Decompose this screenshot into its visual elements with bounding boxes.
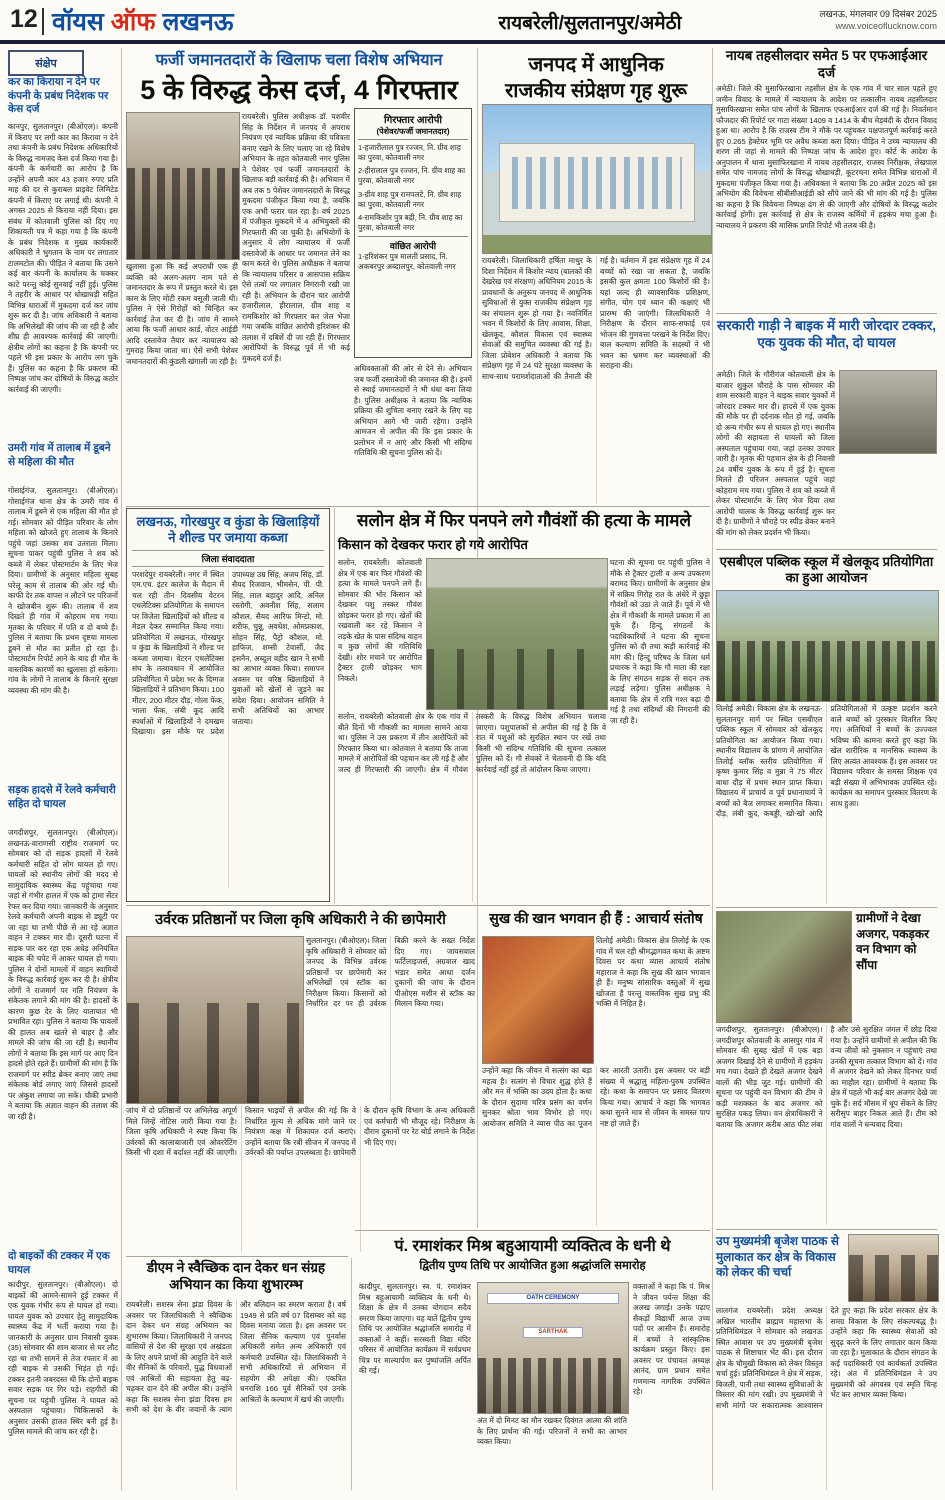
shield-byline: जिला संवाददाता xyxy=(132,550,324,567)
fertilizer-body-2: जांच में दो प्रतिष्ठानों पर अभिलेख अपूर्ण मिले जिन्हें नोटिस जारी किया गया है। जिला कृषि अधिकारी ने स्पष्ट किया कि उर्वरकों की कालाबाजारी एवं ओवररेटिंग किसी भी दशा में बर्दाश्त नहीं की जाएगी। किसान भाइयों से अपील की गई कि वे निर्धारित मूल्य से अधिक मांगे जाने पर नियंत्रण कक्ष में शिकायत दर्ज कराएं। उन्होंने बताया कि रबी सीजन में जनपद में उर्वरकों की पर्याप्त उपलब्धता है। छापेमारी के दौरान कृषि विभाग के अन्य अधिकारी एवं कर्मचारी भी मौजूद रहे। निरीक्षण के दौरान दुकानों पर रेट बोर्ड लगाने के निर्देश भी दिए गए। xyxy=(126,1106,475,1157)
cattle-body-bottom: सलोन, रायबरेली कोतवाली क्षेत्र के एक गांव में बीते दिनों भी गौकशी का मामला सामने आया था। पुलिस ने उस प्रकरण में तीन आरोपितों को गिरफ्तार किया था। कोतवाल ने बताया कि ताजा मामले में आरोपितों की पहचान कर ली गई है और जल्द ही गिरफ्तारी की जाएगी। क्षेत्र में गौवंश तस्करी के विरुद्ध विशेष अभियान चलाया जाएगा। पशुपालकों से अपील की गई है कि वे रात में पशुओं को सुरक्षित स्थान पर रखें तथा किसी भी संदिग्ध गतिविधि की सूचना तत्काल पुलिस को दें। गौ सेवकों ने चेतावनी दी कि यदि कार्रवाई नहीं हुई तो आंदोलन किया जाएगा। xyxy=(338,712,606,774)
home-headline-line2: राजकीय संप्रेक्षण गृह शुरू xyxy=(505,80,687,102)
shield-story-box xyxy=(126,508,330,902)
main-story-col-a: खुलासा हुआ कि कई अपराधी एक ही व्यक्ति को अलग-अलग नाम पते से जमानतदार के रूप में प्रस्तुत करते थे। इस काम के लिए मोटी रकम वसूली जाती थी। पुलिस ने ऐसे गिरोहों को चिन्हित कर कार्रवाई तेज कर दी है। जांच में सामने आया कि फर्जी आधार कार्ड, वोटर आईडी आदि दस्तावेज तैयार कर न्यायालय को गुमराह किया जाता था। ऐसे सभी पेशेवर जमानतदारों की कुंडली खंगाली जा रही है। xyxy=(126,262,238,366)
katha-body-2: उन्होंने कहा कि जीवन में सत्संग का बड़ा महत्व है। सत्संग से विचार शुद्ध होते हैं और मन में भक्ति का उदय होता है। कथा के दौरान सुदामा चरित्र प्रसंग का वर्णन सुनकर श्रोता भाव विभोर हो गए। आयोजन समिति ने व्यास पीठ का पूजन कर आरती उतारी। इस अवसर पर बड़ी संख्या में श्रद्धालु महिला-पुरुष उपस्थित रहे। कथा के समापन पर प्रसाद वितरण किया गया। आचार्य ने कहा कि भागवत कथा सुनने मात्र से जीवन के समस्त पाप नष्ट हो जाते हैं। xyxy=(482,1066,710,1128)
cattle-body-left: सलोन, रायबरेली। कोतवाली क्षेत्र में एक बार फिर गौवंशों की हत्या के मामले पनपने लगे हैं। सोमवार की भोर किसान को देखकर पशु तस्कर गौवंश छोड़कर फरार हो गए। खेतों की रखवाली कर रहे किसान ने तड़के खेत के पास संदिग्ध वाहन व कुछ लोगों की गतिविधि देखी। शोर मचाने पर आरोपित ट्रैक्टर ट्राली छोड़कर भाग निकले। xyxy=(338,558,422,683)
building-shape xyxy=(499,143,695,222)
briefs-header-label: संक्षेप xyxy=(35,58,57,70)
page-number: 12 xyxy=(10,5,38,33)
column-rule-3 xyxy=(712,48,713,1490)
story-rule xyxy=(716,1229,937,1230)
cattle-headline: सलोन क्षेत्र में फिर पनपने लगे गौवंशों की हत्या के मामले xyxy=(357,511,691,530)
website-url: www.voiceoflucknow.com xyxy=(835,21,937,31)
accident-body: अमेठी। जिले के गौरीगंज कोतवाली क्षेत्र के बाजार शुकुल चौराहे के पास सोमवार की शाम सरकारी वाहन ने बाइक सवार युवकों में जोरदार टक्कर मार दी। हादसे में एक युवक की मौके पर ही दर्दनाक मौत हो गई, जबकि दो अन्य गंभीर रूप से घायल हो गए। स्थानीय लोगों की सहायता से घायलों को जिला अस्पताल पहुंचाया गया, जहां उनका उपचार जारी है। मृतक की पहचान क्षेत्र के ही निवासी 24 वर्षीय युवक के रूप में हुई है। सूचना मिलते ही परिजन अस्पताल पहुंचे जहां कोहराम मच गया। पुलिस ने शव को कब्जे में लेकर पोस्टमार्टम के लिए भेज दिया तथा आरोपी चालक के विरुद्ध कार्रवाई शुरू कर दी है। ग्रामीणों ने चौराहे पर स्पीड ब्रेकर बनाने की मांग को लेकर प्रदर्शन भी किया। xyxy=(716,370,835,537)
brief-1-headline: कर का किराया न देने पर कंपनी के प्रबंध निदेशक पर केस दर्ज xyxy=(8,76,109,116)
brief-2-headline: उमरी गांव में तालाब में डूबने से महिला की मौत xyxy=(8,442,111,468)
story-rule xyxy=(716,549,937,550)
dycm-body: लालगंज रायबरेली। प्रदेश अध्यक्ष अखिल भारतीय ब्राह्मण महासभा के प्रतिनिधिमंडल ने सोमवार को लखनऊ स्थित आवास पर उप मुख्यमंत्री बृजेश पाठक से शिष्टाचार भेंट की। इस दौरान क्षेत्र के चौमुखी विकास को लेकर विस्तृत चर्चा हुई। प्रतिनिधिमंडल ने क्षेत्र में सड़क, बिजली, पानी तथा स्वास्थ्य सुविधाओं के विस्तार की मांग रखी। उप मुख्यमंत्री ने सभी मांगों पर सकारात्मक आश्वासन देते हुए कहा कि प्रदेश सरकार क्षेत्र के समग्र विकास के लिए संकल्पबद्ध है। उन्होंने कहा कि स्वास्थ्य सेवाओं को सुदृढ़ करने के लिए लगातार काम किया जा रहा है। मुलाकात के दौरान संगठन के कई पदाधिकारी एवं कार्यकर्ता उपस्थित रहे। अंत में प्रतिनिधिमंडल ने उप मुख्यमंत्री को अंगवस्त्र एवं स्मृति चिन्ह भेंट कर आभार व्यक्त किया। xyxy=(716,1306,937,1410)
photo-figures xyxy=(849,1255,938,1301)
brief-3-body: जगदीशपुर, सुलतानपुर। (बीओएल)। लखनऊ-वाराणसी राष्ट्रीय राजमार्ग पर सोमवार को दो सड़क हादसों में रेलवे कर्मचारी सहित दो लोग घायल हो गए। घायलों को स्थानीय लोगों की मदद से सामुदायिक स्वास्थ्य केंद्र पहुंचाया गया जहां से गंभीर हालत में एक को ट्रामा सेंटर रेफर कर दिया गया। जानकारी के अनुसार रेलवे कर्मचारी अपनी बाइक से ड्यूटी पर जा रहा था तभी पीछे से आ रहे अज्ञात वाहन ने टक्कर मार दी। दूसरी घटना में सड़क पार कर रहा एक अधेड़ अनियंत्रित बाइक की चपेट में आकर घायल हो गया। पुलिस ने दोनों मामलों में वाहन स्वामियों के विरुद्ध कार्रवाई शुरू कर दी है। क्षेत्रीय लोगों ने राजमार्ग पर गति नियंत्रण के संकेतक लगाने की मांग की है। हादसों के कारण कुछ देर के लिए यातायात भी प्रभावित रहा। पुलिस ने बताया कि घायलों की हालत अब खतरे से बाहर है और मामले की जांच की जा रही है। स्थानीय लोगों ने बताया कि इस मार्ग पर आए दिन हादसे होते रहते हैं। ग्रामीणों की मांग है कि राजमार्ग पर स्पीड ब्रेकर बनाए जाएं तथा संकेतक बोर्ड लगाए जाएं जिससे हादसों पर अंकुश लगाया जा सके। चौकी प्रभारी ने बताया कि अज्ञात वाहन की तलाश की जा रही है। xyxy=(8,828,118,1121)
main-story-kicker: फर्जी जमानतदारों के खिलाफ चला विशेष अभियान xyxy=(155,52,443,69)
shield-headline: लखनऊ, गोरखपुर व कुंडा के खिलाड़ियों ने शील्ड पर जमाया कब्जा xyxy=(136,514,320,546)
dycm-meeting-photo xyxy=(848,1234,939,1302)
accident-headline: सरकारी गाड़ी ने बाइक में मारी जोरदार टक्कर, एक युवक की मौत, दो घायल xyxy=(717,318,936,350)
edition-title: रायबरेली/सुलतानपुर/अमेठी xyxy=(498,13,682,34)
shraddhanjali-photo xyxy=(477,1282,629,1414)
accused-item: 4-रामकिशोर पुत्र बद्री, नि. ग्रीव शाह का पुरवा, कोतवाली नगर xyxy=(358,212,463,232)
cattle-field-photo xyxy=(426,558,608,710)
oath-ceremony-banner: OATH CEREMONY xyxy=(487,1293,619,1304)
fertilizer-headline: उर्वरक प्रतिष्ठानों पर जिला कृषि अधिकारी ने की छापेमारी xyxy=(155,912,446,928)
masthead-divider xyxy=(42,8,44,35)
date-line: लखनऊ, मंगलवार 09 दिसंबर 2025 xyxy=(819,9,937,19)
cattle-body-right: घटना की सूचना पर पहुंची पुलिस ने मौके से ट्रैक्टर ट्राली व अन्य उपकरण बरामद किए। ग्रामीणों के अनुसार क्षेत्र में सक्रिय गिरोह रात के अंधेरे में छुट्टा गौवंशों को उठा ले जाते हैं। पूर्व में भी क्षेत्र में गौकशी के मामले प्रकाश में आ चुके हैं। हिन्दू संगठनों के पदाधिकारियों ने घटना की सूचना पुलिस को दी तथा कड़ी कार्रवाई की मांग की। हिन्दू परिषद के जिला धर्म प्रचारक ने कहा कि गौ माता की रक्षा के लिए संगठन सड़क से सदन तक लड़ाई लड़ेगा। पुलिस अधीक्षक ने बताया कि क्षेत्र में रात्रि गश्त बढ़ा दी गई है तथा संदिग्धों की निगरानी की जा रही है। xyxy=(610,558,710,725)
photo-figures xyxy=(717,641,938,702)
column-rule-4 xyxy=(334,508,335,904)
accused-item: 1-हजारीलाल पुत्र रज्जन, नि. ग्रीव शाह का पुरवा, कोतवाली नगर xyxy=(358,143,461,163)
photo-ground xyxy=(483,235,711,253)
section-rule xyxy=(126,506,710,507)
photo-figures xyxy=(127,168,239,259)
dm-headline: डीएम ने स्वैच्छिक दान देकर धन संग्रह अभियान का किया शुभारम्भ xyxy=(146,1260,326,1292)
katha-headline: सुख की खान भगवान ही हैं : आचार्य संतोष xyxy=(489,910,703,926)
section-rule xyxy=(126,905,710,906)
mishra-body-1: कादीपुर, सुलतानपुर। स्व. पं. रमाशंकर मिश्र बहुआयामी व्यक्तित्व के धनी थे। शिक्षा के क्षेत्र में उनका योगदान सदैव स्मरण किया जाएगा। यह बातें द्वितीय पुण्य तिथि पर आयोजित श्रद्धांजलि समारोह में वक्ताओं ने कहीं। सरस्वती विद्या मंदिर परिसर में आयोजित कार्यक्रम में सर्वप्रथम चित्र पर माल्यार्पण कर पुष्पांजलि अर्पित की गई। xyxy=(359,1282,471,1375)
masthead-word-1: वॉयस xyxy=(52,8,104,36)
sarthak-banner: SARTHAK xyxy=(523,1327,583,1338)
photo-figures xyxy=(427,649,607,709)
python-body: जगदीशपुर, सुलतानपुर। (बीओएल)। जगदीशपुर कोतवाली के आसपुर गांव में सोमवार की सुबह खेतों में एक बड़ा अजगर दिखाई देने से ग्रामीणों में हड़कंप मच गया। देखते ही देखते अजगर देखने वालों की भीड़ जुट गई। ग्रामीणों की सूचना पर पहुंची वन विभाग की टीम ने कड़ी मशक्कत के बाद अजगर को सुरक्षित पकड़ लिया। वन क्षेत्राधिकारी ने बताया कि अजगर करीब आठ फीट लंबा है और उसे सुरक्षित जंगल में छोड़ दिया गया है। उन्होंने ग्रामीणों से अपील की कि वन्य जीवों को नुकसान न पहुंचाएं तथा उनकी सूचना तत्काल विभाग को दें। गांव में अजगर देखने को लेकर दिनभर चर्चा का माहौल रहा। ग्रामीणों ने बताया कि क्षेत्र में पहले भी कई बार अजगर देखे जा चुके हैं। सर्द मौसम में धूप सेंकने के लिए सरीसृप बाहर निकल आते हैं। टीम को गांव वालों ने धन्यवाद दिया। xyxy=(716,1025,937,1129)
story-rule xyxy=(716,313,937,314)
dycm-headline: उप मुख्यमंत्री बृजेश पाठक से मुलाकात कर क्षेत्र के विकास को लेकर की चर्चा xyxy=(716,1234,839,1280)
photo-figures xyxy=(478,1358,628,1413)
katha-body-1: तिलोई अमेठी। विकास क्षेत्र तिलोई के एक गांव में चल रही श्रीमद्भागवत कथा के अष्टम दिवस पर कथा व्यास आचार्य संतोष महाराज ने कहा कि सुख की खान भगवान ही हैं। मनुष्य सांसारिक वस्तुओं में सुख खोजता है परन्तु वास्तविक सुख प्रभु की भक्ति में निहित है। xyxy=(596,936,710,1008)
home-headline-line1: जनपद में आधुनिक xyxy=(528,54,664,76)
arrested-accused-box xyxy=(354,108,472,358)
mishra-headline: पं. रमाशंकर मिश्र बहुआयामी व्यक्तित्व के धनी थे xyxy=(394,1238,671,1255)
police-arrest-photo xyxy=(126,112,240,260)
brief-3-headline: सड़क हादसे में रेलवे कर्मचारी सहित दो घायल xyxy=(8,784,116,810)
accident-body-wrap xyxy=(716,370,937,546)
masthead-word-3: लखनऊ xyxy=(162,8,234,36)
fertilizer-body-1: सुलतानपुर। (बीओएल)। जिला कृषि अधिकारी ने सोमवार को जनपद के विभिन्न उर्वरक प्रतिष्ठानों पर छापेमारी कर अभिलेखों एवं स्टॉक का निरीक्षण किया। किसानों को निर्धारित दर पर ही उर्वरक बिक्री करने के सख्त निर्देश दिए गए। जायसवाल फर्टिलाइजर्स, अग्रवाल खाद भंडार समेत आधा दर्जन दुकानों की जांच के दौरान पीओएस मशीन से स्टॉक का मिलान किया गया। xyxy=(306,936,475,1008)
story-rule xyxy=(716,907,937,908)
header-rule xyxy=(0,40,945,44)
masthead xyxy=(52,4,233,38)
observation-home-photo xyxy=(482,104,712,254)
masthead-word-2: ऑफ xyxy=(110,8,156,36)
main-story-col-b: रायबरेली। पुलिस अधीक्षक डॉ. यशवीर सिंह के निर्देशन में जनपद में अपराध नियंत्रण एवं न्यायिक प्रक्रिया की पवित्रता बनाए रखने के लिए चलाए जा रहे विशेष अभियान के तहत कोतवाली नगर पुलिस ने पेशेवर एवं फर्जी जमानतदारों के खिलाफ बड़ी कार्रवाई की है। अभियान में अब तक 5 पेशेवर जमानतदारों के विरुद्ध मुकदमा पंजीकृत किया गया है, जबकि एक अभी फरार चल रहा है। वर्ष 2025 में पंजीकृत मुकदमे में 4 अभियुक्तों की गिरफ्तारी की जा चुकी है। अभियोगों के अनुसार ये लोग न्यायालय में फर्जी दस्तावेजों के आधार पर जमानत लेने का काम करते थे। पुलिस अधीक्षक ने बताया कि न्यायालय परिसर व आसपास सक्रिय ऐसे तत्वों पर लगातार निगरानी रखी जा रही है। अभियान के दौरान चार आरोपी हजारीलाल, हीरालाल, ग्रीव शाह व रामकिशोर को गिरफ्तार कर जेल भेजा गया जबकि वांछित आरोपी हरिशंकर की तलाश में दबिशें दी जा रही हैं। गिरफ्तार आरोपियों के विरुद्ध पूर्व में भी कई मुकदमे दर्ज हैं। xyxy=(242,112,350,363)
main-story-headline: 5 के विरुद्ध केस दर्ज, 4 गिरफ्तार xyxy=(140,75,458,105)
brief-2-body: गोसाईगंज, सुलतानपुर। (बीओएल)। गोसाईगंज थाना क्षेत्र के उमरी गांव में तालाब में डूबने से एक महिला की मौत हो गई। सोमवार को पीड़ित परिवार के लोग महिला को खोजते हुए तालाब के किनारे पहुंचे जहां उसका शव उतराता मिला। सूचना पाकर पहुंची पुलिस ने शव को कब्जे में लेकर पोस्टमार्टम के लिए भेज दिया। ग्रामीणों के अनुसार महिला सुबह घरेलू काम से तालाब की ओर गई थी। काफी देर तक वापस न लौटने पर परिजनों ने खोजबीन शुरू की। तालाब में शव दिखते ही गांव में कोहराम मच गया। मृतका के परिवार में पति व दो बच्चे हैं। पुलिस ने बताया कि प्रथम दृष्टया मामला डूबने से मौत का प्रतीत हो रहा है। पोस्टमार्टम रिपोर्ट आने के बाद ही मौत के वास्तविक कारणों का खुलासा हो सकेगा। गांव के लोगों ने तालाब के किनारे सुरक्षा व्यवस्था की मांग की है। xyxy=(8,486,118,695)
school-body: तिलोई अमेठी। विकास क्षेत्र के लखनऊ- सुलतानपुर मार्ग पर स्थित एसबीएल पब्लिक स्कूल में सोमवार को खेलकूद प्रतियोगिता का आयोजन किया गया। स्थानीय विद्यालय के प्रांगण में आयोजित तिलोई ब्लॉक स्तरीय प्रतियोगिता में कृष्ण कुमार सिंह व मुन्ना ने 75 मीटर बाधा दौड़ में प्रथम स्थान प्राप्त किया। विद्यालय में प्राचार्य व पूर्व प्रधानाचार्य ने बच्चों को बैज लगाकर सम्मानित किया। दौड़, लंबी कूद, कबड्डी, खो-खो आदि प्रतियोगिताओं में उत्कृष्ट प्रदर्शन करने वाले बच्चों को पुरस्कार वितरित किए गए। अतिथियों ने बच्चों के उज्ज्वल भविष्य की कामना करते हुए कहा कि खेल शारीरिक व मानसिक स्वास्थ्य के लिए अत्यंत आवश्यक हैं। इस अवसर पर विद्यालय परिवार के समस्त शिक्षक एवं बड़ी संख्या में अभिभावक उपस्थित रहे। कार्यक्रम का समापन पुरस्कार वितरण के साथ हुआ। xyxy=(716,704,937,818)
cattle-subhead: किसान को देखकर फरार हो गये आरोपित xyxy=(338,537,528,552)
column-rule-1 xyxy=(121,48,122,1490)
story-rule xyxy=(126,1256,348,1257)
accused-box-subtitle: (पेशेवर/फर्जी जमानतदार) xyxy=(358,126,468,140)
main-story-col-c: अधिवक्ताओं की ओर से देने से। अभियान जब फर्जी दस्तावेजों की जमानत की है। इनमें से स्थाई जमानतदारों ने भी धंधा बना लिया है। पुलिस अधीक्षक ने बताया कि न्यायिक प्रक्रिया की शुचिता बनाए रखने के लिए यह अभियान आगे भी जारी रहेगा। उन्होंने आमजन से अपील की कि इस प्रकार के प्रलोभन में न आएं और किसी भी संदिग्ध गतिविधि की सूचना पुलिस को दें। xyxy=(354,364,472,457)
photo-figures xyxy=(127,1003,303,1103)
python-headline: ग्रामीणों ने देखा अजगर, पकड़कर वन विभाग को सौंपा xyxy=(856,911,929,972)
bhagwat-katha-photo xyxy=(482,936,594,1064)
home-body: रायबरेली। जिलाधिकारी हर्षिता माथुर के दिशा निर्देशन में किशोर न्याय (बालकों की देखरेख एवं संरक्षण) अधिनियम 2015 के प्रावधानों के अनुरूप जनपद में आधुनिक सुविधाओं से युक्त राजकीय संप्रेक्षण गृह का संचालन शुरू हो गया है। नवनिर्मित भवन में किशोरों के लिए आवास, शिक्षा, खेलकूद, कौशल विकास एवं स्वास्थ्य सेवाओं की समुचित व्यवस्था की गई है। जिला प्रोबेशन अधिकारी ने बताया कि संप्रेक्षण गृह में 24 घंटे सुरक्षा व्यवस्था के साथ-साथ परामर्शदाताओं की तैनाती की गई है। वर्तमान में इस संप्रेक्षण गृह में 24 बच्चों को रखा जा सकता है, जबकि इसकी कुल क्षमता 100 किशोरों की है। यहां जल्द ही व्यावसायिक प्रशिक्षण, संगीत, योग एवं ध्यान की कक्षाएं भी प्रारम्भ की जाएंगी। जिलाधिकारी ने निरीक्षण के दौरान साफ-सफाई एवं भोजन की गुणवत्ता परखने के निर्देश दिए। बाल कल्याण समिति के सदस्यों ने भी भवन का भ्रमण कर व्यवस्थाओं की सराहना की। xyxy=(482,256,710,381)
brief-4-body: कादीपुर, सुलतानपुर। (बीओएल)। दो बाइकों की आमने-सामने हुई टक्कर में एक युवक गंभीर रूप से घायल हो गया। घायल युवक को उपचार हेतु सामुदायिक स्वास्थ्य केंद्र में भर्ती कराया गया है। जानकारी के अनुसार ग्राम निवासी युवक (35) सोमवार की शाम बाजार से घर लौट रहा था तभी सामने से तेज रफ्तार में आ रही बाइक से उसकी भिड़ंत हो गई। टक्कर इतनी जबरदस्त थी कि दोनों बाइक सवार सड़क पर गिर पड़े। राहगीरों की सूचना पर पहुंची पुलिस ने घायल को अस्पताल पहुंचाया। चिकित्सकों के अनुसार उसकी हालत स्थिर बनी हुई है। पुलिस मामले की जांच कर रही है। xyxy=(8,1280,118,1436)
fir-headline: नायब तहसीलदार समेत 5 पर एफआईआर दर्ज xyxy=(725,48,928,80)
accident-scene-photo xyxy=(839,370,937,454)
wanted-title: वांछित आरोपी xyxy=(358,236,468,252)
shield-body: परशदेपुर रायबरेली। नगर में स्थित एम.एच. इंटर कालेज के मैदान में चल रही तीन दिवसीय वेटरन एथलेटिक्स प्रतियोगिता के समापन पर विजेता खिलाड़ियों को शील्ड व मेडल देकर सम्मानित किया गया। प्रतियोगिता में लखनऊ, गोरखपुर व कुंडा के खिलाड़ियों ने शील्ड पर कब्जा जमाया। वेटरन एथलेटिक्स संघ के तत्वावधान में आयोजित प्रतियोगिता में प्रदेश भर के दिग्गज खिलाड़ियों ने प्रतिभाग किया। 100 मीटर, 200 मीटर दौड़, गोला फेंक, भाला फेंक, लंबी कूद आदि स्पर्धाओं में खिलाड़ियों ने दमखम दिखाया। इस मौके पर प्रदेश उपाध्यक्ष उम्र सिंह, अजय सिंह, डॉ. सैयद रिजवान, भीमसेन, पी. पी. सिंह, लाल बहादुर आदि, अनिल रस्तोगी, अवनीश सिंह, सलाम कौशल, सैयद आरिफ मिन्टो, मो. शरीफ, चुन्नू, अवधेश, ओमप्रकाश, सोहन सिंह, पैट्रो कौशल, मो. हाफिज, शम्सी टेवार्सी, जैद हसनैन, अब्दुल वहीद खान ने सभी का आभार व्यक्त किया। समापन अवसर पर वरिष्ठ खिलाड़ियों ने युवाओं को खेलों से जुड़ने का संदेश दिया। आयोजन समिति ने सभी अतिथियों का आभार जताया। xyxy=(132,569,324,736)
python-photo xyxy=(716,911,852,1023)
story-rule xyxy=(355,1230,710,1231)
building-windows xyxy=(512,157,683,209)
accused-item: 3-ग्रीव शाह पुत्र रामपलटे, नि. ग्रीव शाह का पुरवा, कोतवाली नगर xyxy=(358,189,462,209)
mishra-body-3: अंत में दो मिनट का मौन रखकर दिवंगत आत्मा की शांति के लिए प्रार्थना की गई। परिजनों ने सभी का आभार व्यक्त किया। xyxy=(477,1416,627,1446)
fir-body: अमेठी। जिले की मुसाफिरखाना तहसील क्षेत्र के एक गांव में चार साल पहले हुए जमीन विवाद के मामले में न्यायालय के आदेश पर तत्कालीन नायब तहसीलदार मुसाफिरखाना समेत पांच लोगों के खिलाफ एफआईआर दर्ज की गई है। निवर्तमान फौजदार की रिपोर्ट पर गाटा संख्या 1409 व 1414 के बीच मेड़बंदी के दौरान विवाद हुआ था। आरोप है कि राजस्व टीम ने मौके पर पहुंचकर पक्षपातपूर्ण कार्रवाई करते हुए 0.265 हेक्टेयर भूमि पर अवैध कब्जा करा दिया। पीड़ित ने उच्च न्यायालय की शरण ली जहां से मामले की निष्पक्ष जांच के आदेश हुए। कोर्ट के आदेश के अनुपालन में थाना मुसाफिरखाना में नायब तहसीलदार, राजस्व निरीक्षक, लेखपाल समेत पांच नामजद लोगों के विरुद्ध धोखाधड़ी, कूटरचना समेत विभिन्न धाराओं में मुकदमा पंजीकृत किया गया है। अधिवक्ता ने बताया कि 20 अप्रैल 2025 को इस अभियोग की विवेचना सीबीसीआईडी को सौंपे जाने की भी मांग की गई है। पुलिस का कहना है कि विवेचना निष्पक्ष ढंग से की जाएगी और दोषियों के विरुद्ध कठोर कार्रवाई होगी। इस कार्रवाई से क्षेत्र के राजस्व कर्मियों में हड़कंप मचा हुआ है। न्यायालय ने प्रकरण की मासिक प्रगति रिपोर्ट भी तलब की है। xyxy=(716,84,937,230)
fertilizer-inspection-photo xyxy=(126,936,304,1104)
accused-item: 2-हीरालाल पुत्र रज्जन, नि. ग्रीव शाह का पुरवा, कोतवाली नगर xyxy=(358,166,466,186)
mishra-subhead: द्वितीय पुण्य तिथि पर आयोजित हुआ श्रद्धांजलि समारोह xyxy=(419,1260,646,1272)
accused-box-title: गिरफ्तार आरोपी xyxy=(383,115,443,126)
dm-body: रायबरेली। सशस्त्र सेना झंडा दिवस के अवसर पर जिलाधिकारी ने स्वैच्छिक दान देकर धन संग्रह अभियान का शुभारम्भ किया। जिलाधिकारी ने जनपद वासियों से देश की सुरक्षा एवं अखंडता के लिए अपने प्राणों की आहुति देने वाले वीर सैनिकों के परिवारों, युद्ध विधवाओं एवं आश्रितों की सहायता हेतु बढ़-चढ़कर दान देने की अपील की। उन्होंने कहा कि सशस्त्र सेना झंडा दिवस हम सभी को देश के वीर जवानों के त्याग और बलिदान का स्मरण कराता है। वर्ष 1949 से प्रति वर्ष 07 दिसम्बर को यह दिवस मनाया जाता है। इस अवसर पर जिला सैनिक कल्याण एवं पुनर्वास अधिकारी समेत अन्य अधिकारी एवं कर्मचारी उपस्थित रहे। जिलाधिकारी ने सभी अधिकारियों से अभियान में सहयोग की अपेक्षा की। एकत्रित धनराशि 166 पूर्व सैनिकों एवं उनके आश्रितों के कल्याण में खर्च की जाएगी। xyxy=(126,1300,346,1414)
wanted-item: 1-हरिशंकर पुत्र मालती प्रसाद, नि. अकबरपुर अब्दालपुर, कोतवाली नगर xyxy=(358,252,456,272)
school-event-photo xyxy=(716,590,939,702)
brief-1-body: कानपुर, सुलतानपुर। (बीओएल)। कंपनी में किराए पर लगी कार का किराया न देने तथा कंपनी के प्रबंध निदेशक अधिकारियों के विरुद्ध नामजद केस दर्ज किया गया है। कंपनी के कर्मचारी का आरोप है कि उन्होंने अपनी कार 43 हजार रुपए प्रति माह की दर से कुराबल प्राइवेट लिमिटेड कंपनी में किराए पर लगाई थी। कंपनी ने अगस्त 2025 से किराया नहीं दिया। इस संबंध में कोतवाली पुलिस को दिए गए शिकायती पत्र में कहा गया है कि कंपनी के प्रबंध निदेशक व मुख्य कार्यकारी अधिकारी ने भुगतान के नाम पर लगातार टालमटोल की। पीड़ित ने बताया कि उसने कई बार कंपनी के कार्यालय के चक्कर काटे परन्तु कोई सुनवाई नहीं हुई। पुलिस ने तहरीर के आधार पर धोखाधड़ी सहित विभिन्न धाराओं में मुकदमा दर्ज कर जांच शुरू कर दी है। जांच अधिकारी ने बताया कि अभिलेखों की जांच की जा रही है और शीघ्र ही आवश्यक कार्रवाई की जाएगी। क्षेत्रीय लोगों का कहना है कि कंपनी पर पहले भी इस प्रकार के आरोप लग चुके हैं। पुलिस का कहना है कि प्रकरण की निष्पक्ष जांच कर दोषियों के विरुद्ध कठोर कार्रवाई की जाएगी। xyxy=(8,122,118,394)
briefs-header-box xyxy=(8,50,84,76)
brief-4-headline: दो बाइकों की टक्कर में एक घायल xyxy=(8,1250,110,1276)
mishra-body-2: वक्ताओं ने कहा कि पं. मिश्र ने जीवन पर्यन्त शिक्षा की अलख जगाई। उनके पढ़ाए सैकड़ों विद्यार्थी आज उच्च पदों पर आसीन हैं। समारोह में बच्चों ने सांस्कृतिक कार्यक्रम प्रस्तुत किए। इस अवसर पर पंचायत अध्यक्ष आनंद, ग्राम प्रधान समेत गणमान्य नागरिक उपस्थित रहे। xyxy=(633,1282,710,1396)
column-rule-5 xyxy=(351,1258,352,1490)
school-headline: एसबीएल पब्लिक स्कूल में खेलकूद प्रतियोगिता का हुआ आयोजन xyxy=(719,554,934,586)
